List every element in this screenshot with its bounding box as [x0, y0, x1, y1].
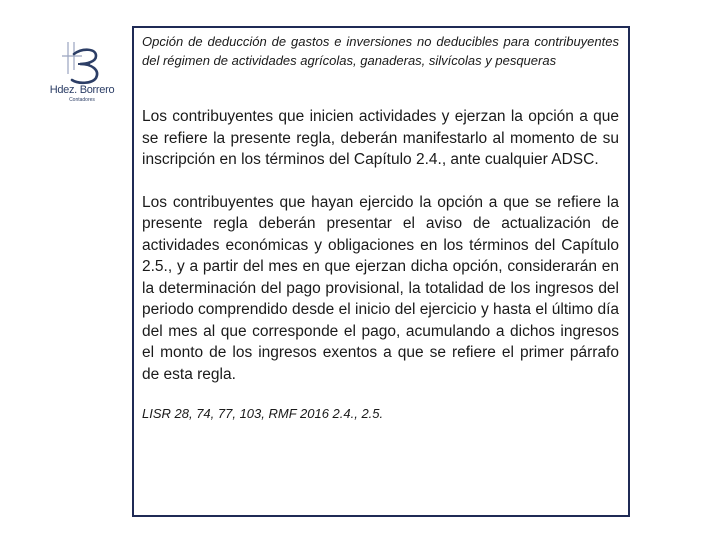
hb-monogram-icon: [52, 40, 108, 88]
document-title: Opción de deducción de gastos e inversiones no deducibles para contribuyentes del régimen de actividades agrícolas, ganaderas, silvícolas y pesqueras: [142, 34, 619, 68]
paragraph-1: Los contribuyentes que inicien actividades y ejerzan la opción a que se refiere la presente regla, deberán manifestarlo al momento de su inscripción en los términos del Capítulo 2.4., ante cualquier ADSC.: [142, 108, 619, 168]
document-frame: [132, 26, 630, 517]
paragraph-2: Los contribuyentes que hayan ejercido la opción a que se refiere la presente regla deberán presentar el aviso de actualización de actividades económicas y obligaciones en los términos del Capítulo 2.5., y a partir del mes en que ejerzan dicha opción, considerarán en la determinación del pago provisional, la totalidad de los ingresos del periodo comprendido desde el inicio del ejercicio y hasta el último día del mes al que corresponde el pago, acumulando a dichos ingresos el monto de los ingresos exentos a que se refiere el primer párrafo de esta regla.: [142, 193, 619, 383]
logo-subtitle: Contadores: [69, 97, 95, 103]
company-logo: [44, 40, 120, 106]
legal-reference: LISR 28, 74, 77, 103, RMF 2016 2.4., 2.5.: [142, 406, 384, 421]
logo-name: Hdez. Borrero: [49, 84, 115, 96]
